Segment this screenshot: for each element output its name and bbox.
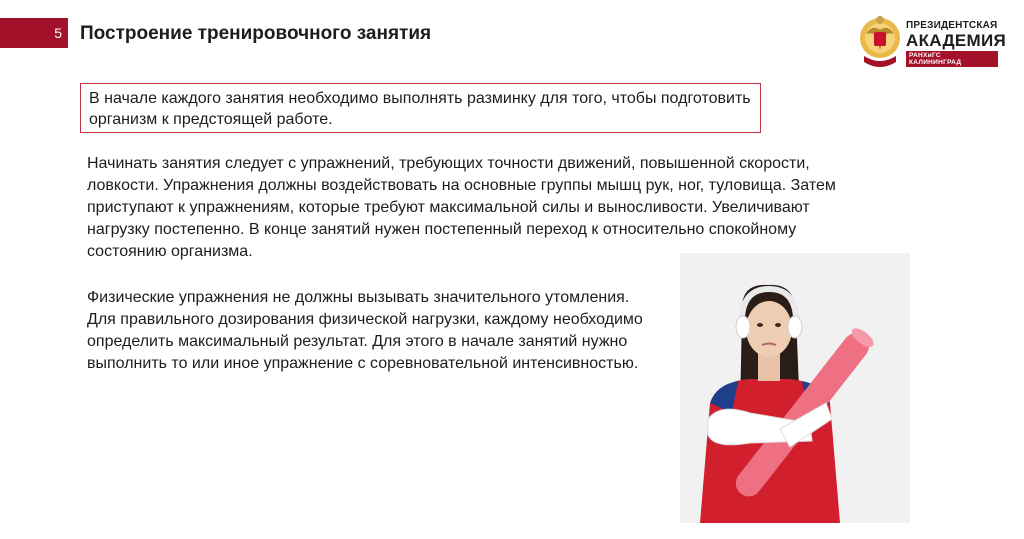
athlete-photo <box>680 253 910 523</box>
callout-box <box>80 83 761 133</box>
eagle-emblem-icon <box>858 12 902 72</box>
logo-line-3: РАНХиГС КАЛИНИНГРАД <box>906 51 998 67</box>
athlete-illustration <box>680 253 910 523</box>
paragraph-2: Физические упражнения не должны вызывать значительного утомления. Для правильного дозирования физической нагрузки, каждому необходимо определить максимальный результат. Для этого в начале занятий нужно выполнить то или иное упражнение с соревновательной интенсивностью. <box>87 289 643 372</box>
logo-line-2: АКАДЕМИЯ <box>906 31 1007 50</box>
slide-number: 5 <box>54 25 62 41</box>
logo-line-1: ПРЕЗИДЕНТСКАЯ <box>906 20 998 31</box>
academy-logo <box>858 12 1007 74</box>
paragraph-1: Начинать занятия следует с упражнений, требующих точности движений, повышенной скорости, ловкости. Упражнения должны воздействовать на основные группы мышц рук, ног, туловища. Затем приступают к упражнениям, которые требуют максимальной силы и выносливости. Увеличивают нагрузку постепенно. В конце занятий нужен постепенный переход к относительно спокойному состоянию организма. <box>87 155 836 260</box>
callout-text: В начале каждого занятия необходимо выполнять разминку для того, чтобы подготовить организм к предстоящей работе. <box>89 90 751 128</box>
slide-title: Построение тренировочного занятия <box>80 23 432 44</box>
